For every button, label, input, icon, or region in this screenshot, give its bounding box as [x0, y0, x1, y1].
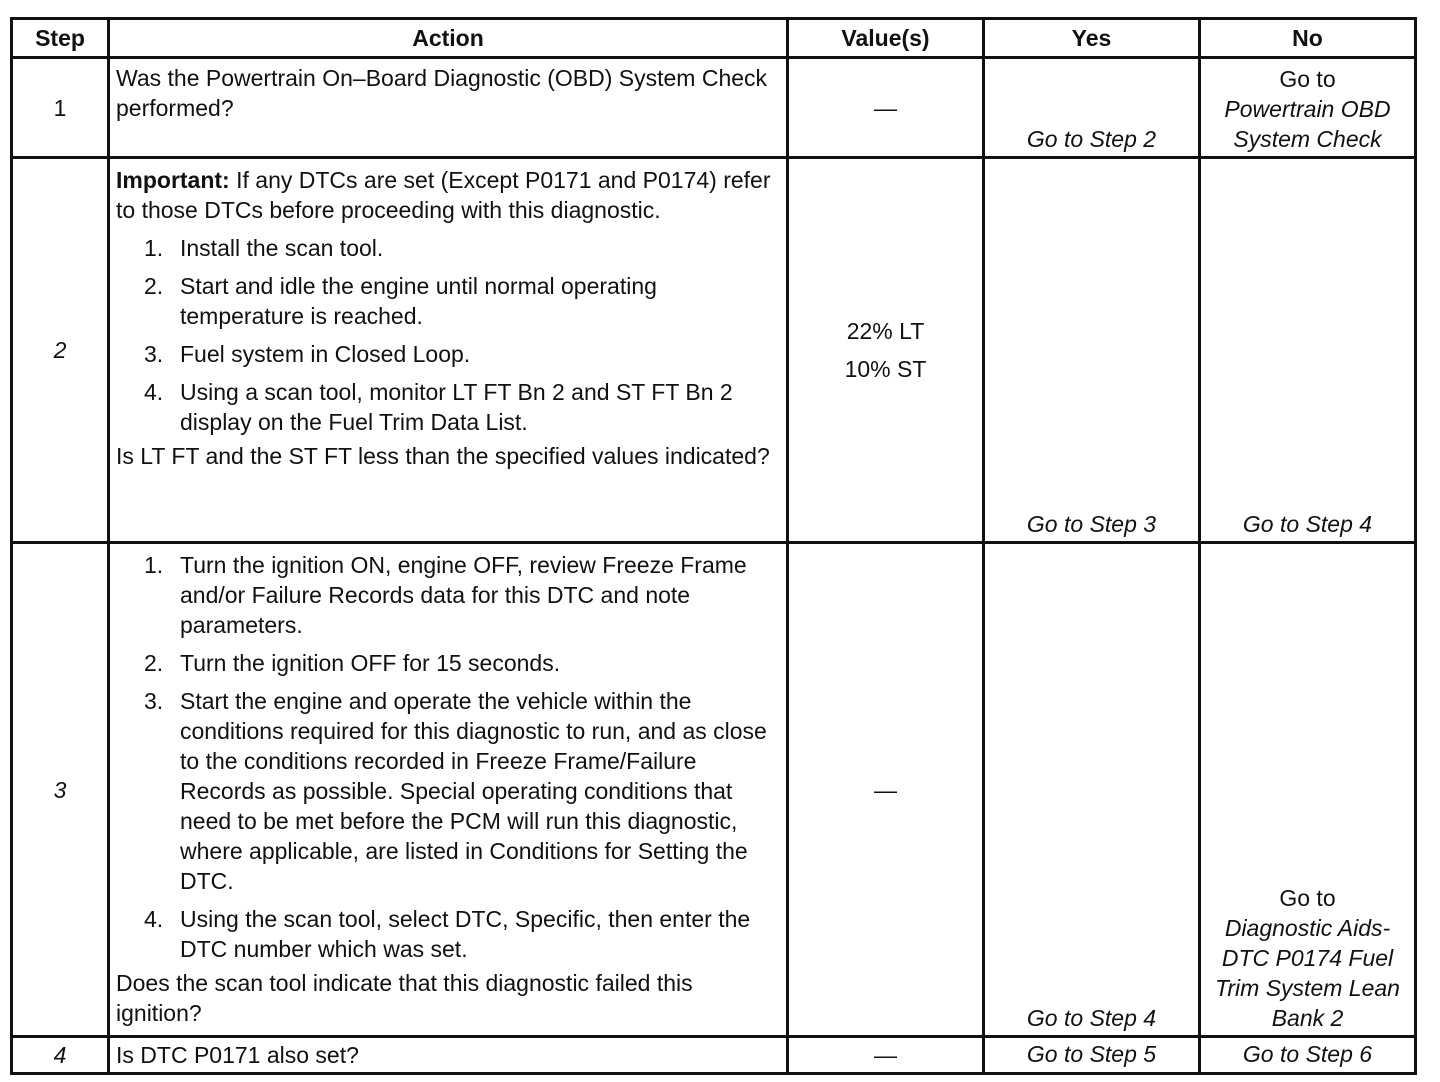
step-number: 2 [12, 158, 109, 543]
list-text: Turn the ignition ON, engine OFF, review Freeze Frame and/or Failure Records data for this DTC and note parameters. [180, 552, 747, 638]
list-text: Install the scan tool. [180, 235, 384, 261]
procedure-list [116, 233, 780, 437]
important-text: If any DTCs are set (Except P0171 and P0174) refer to those DTCs before proceeding with this diagnostic. [116, 167, 771, 223]
action-cell [109, 58, 788, 158]
step-number: 1 [12, 58, 109, 158]
table-row [12, 158, 1416, 543]
header-row [12, 19, 1416, 58]
no-cell: Go to Step 6 [1200, 1037, 1416, 1074]
list-text: Turn the ignition OFF for 15 seconds. [180, 650, 561, 676]
action-cell [109, 158, 788, 543]
list-text: Start and idle the engine until normal operating temperature is reached. [180, 273, 657, 329]
no-goto: Go to [1279, 885, 1336, 911]
list-item [116, 904, 780, 964]
list-number: 4. [144, 906, 164, 932]
important-note [116, 165, 780, 225]
no-cell: Go to Step 4 [1200, 158, 1416, 543]
value-cell: — [788, 543, 984, 1037]
list-number: 3. [144, 341, 164, 367]
list-number: 2. [144, 650, 164, 676]
no-goto: Go to [1279, 66, 1336, 92]
header-action: Action [109, 19, 788, 58]
value-lt: 22% LT [846, 318, 925, 344]
list-item [116, 377, 780, 437]
question-text: Does the scan tool indicate that this diagnostic failed this ignition? [116, 970, 693, 1026]
yes-cell: Go to Step 4 [984, 543, 1200, 1037]
list-number: 3. [144, 688, 164, 714]
header-values: Value(s) [788, 19, 984, 58]
list-item [116, 339, 780, 369]
yes-cell: Go to Step 3 [984, 158, 1200, 543]
list-item [116, 271, 780, 331]
no-cell [1200, 543, 1416, 1037]
list-text: Fuel system in Closed Loop. [180, 341, 471, 367]
list-item [116, 233, 780, 263]
list-item [116, 648, 780, 678]
header-yes: Yes [984, 19, 1200, 58]
table-row [12, 543, 1416, 1037]
list-number: 2. [144, 273, 164, 299]
list-number: 1. [144, 552, 164, 578]
procedure-list [116, 550, 780, 964]
list-item [116, 550, 780, 640]
header-step: Step [12, 19, 109, 58]
action-cell [109, 543, 788, 1037]
yes-cell: Go to Step 2 [984, 58, 1200, 158]
list-text: Using the scan tool, select DTC, Specific, then enter the DTC number which was set. [180, 906, 751, 962]
no-link: Diagnostic Aids-DTC P0174 Fuel Trim System Lean Bank 2 [1215, 915, 1400, 1031]
important-label: Important: [116, 167, 230, 193]
list-item [116, 686, 780, 896]
list-number: 1. [144, 235, 164, 261]
action-text: Was the Powertrain On–Board Diagnostic (OBD) System Check performed? [116, 65, 768, 121]
value-st: 10% ST [844, 356, 927, 382]
question-text: Is LT FT and the ST FT less than the specified values indicated? [116, 443, 770, 469]
yes-cell: Go to Step 5 [984, 1037, 1200, 1074]
header-no: No [1200, 19, 1416, 58]
diagnostic-table [10, 17, 1417, 1075]
value-cell [788, 158, 984, 543]
step-number: 3 [12, 543, 109, 1037]
value-cell: — [788, 58, 984, 158]
list-text: Using a scan tool, monitor LT FT Bn 2 and ST FT Bn 2 display on the Fuel Trim Data List. [180, 379, 733, 435]
list-text: Start the engine and operate the vehicle within the conditions required for this diagnostic to run, and as close to the conditions recorded in Freeze Frame/Failure Records as possible. Special operating conditions that need to be met before the PCM will run this diagnostic, where applicable, are listed in Conditions for Setting the DTC. [180, 688, 767, 894]
action-cell: Is DTC P0171 also set? [109, 1037, 788, 1074]
step-number: 4 [12, 1037, 109, 1074]
value-cell: — [788, 1037, 984, 1074]
no-cell [1200, 58, 1416, 158]
table-row [12, 1037, 1416, 1074]
list-number: 4. [144, 379, 164, 405]
table-row [12, 58, 1416, 158]
no-link: Powertrain OBD System Check [1224, 96, 1391, 152]
